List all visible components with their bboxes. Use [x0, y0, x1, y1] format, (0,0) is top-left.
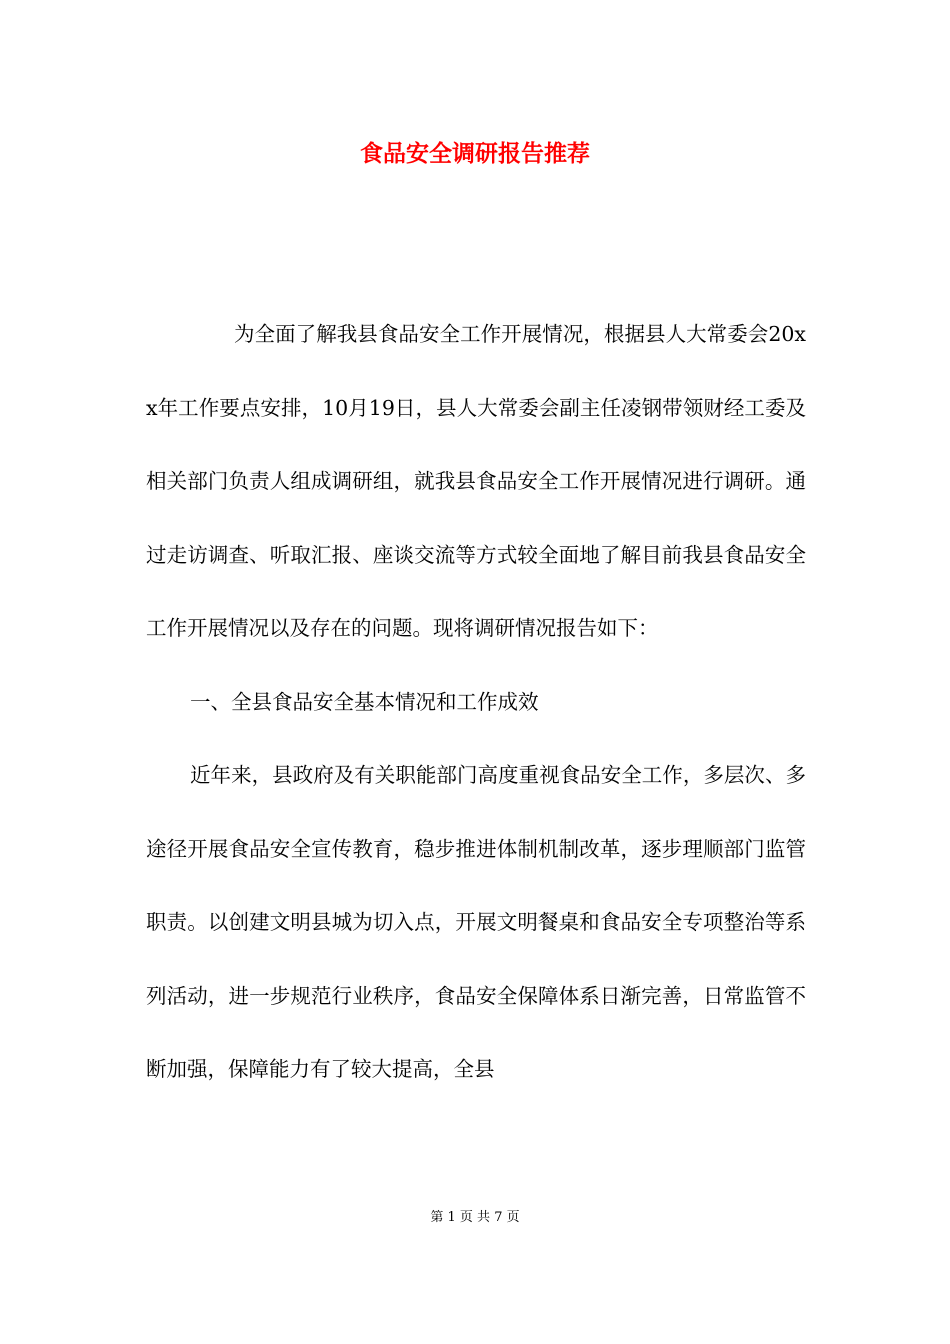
- section-heading-1: 一、全县食品安全基本情况和工作成效: [190, 689, 539, 714]
- page-number-footer: 第 1 页 共 7 页: [430, 1210, 520, 1225]
- document-title: 食品安全调研报告推荐: [360, 140, 590, 167]
- paragraph-intro: 为全面了解我县食品安全工作开展情况，根据县人大常委会20xx年工作要点安排，10月19日，县人大常委会副主任凌钢带领财经工委及相关部门负责人组成调研组，就我县食品安全工作开展情况进行调研。通过走访调查、听取汇报、座谈交流等方式较全面地了解目前我县食品安全工作开展情况以及存在的问题。现将调研情况报告如下：: [146, 322, 806, 640]
- paragraph-section-1: 近年来，县政府及有关职能部门高度重视食品安全工作，多层次、多途径开展食品安全宣传教育，稳步推进体制机制改革，逐步理顺部门监管职责。以创建文明县城为切入点，开展文明餐桌和食品安全专项整治等系列活动，进一步规范行业秩序，食品安全保障体系日渐完善，日常监管不断加强，保障能力有了较大提高，全县: [146, 763, 806, 1081]
- document-body: [146, 298, 806, 1107]
